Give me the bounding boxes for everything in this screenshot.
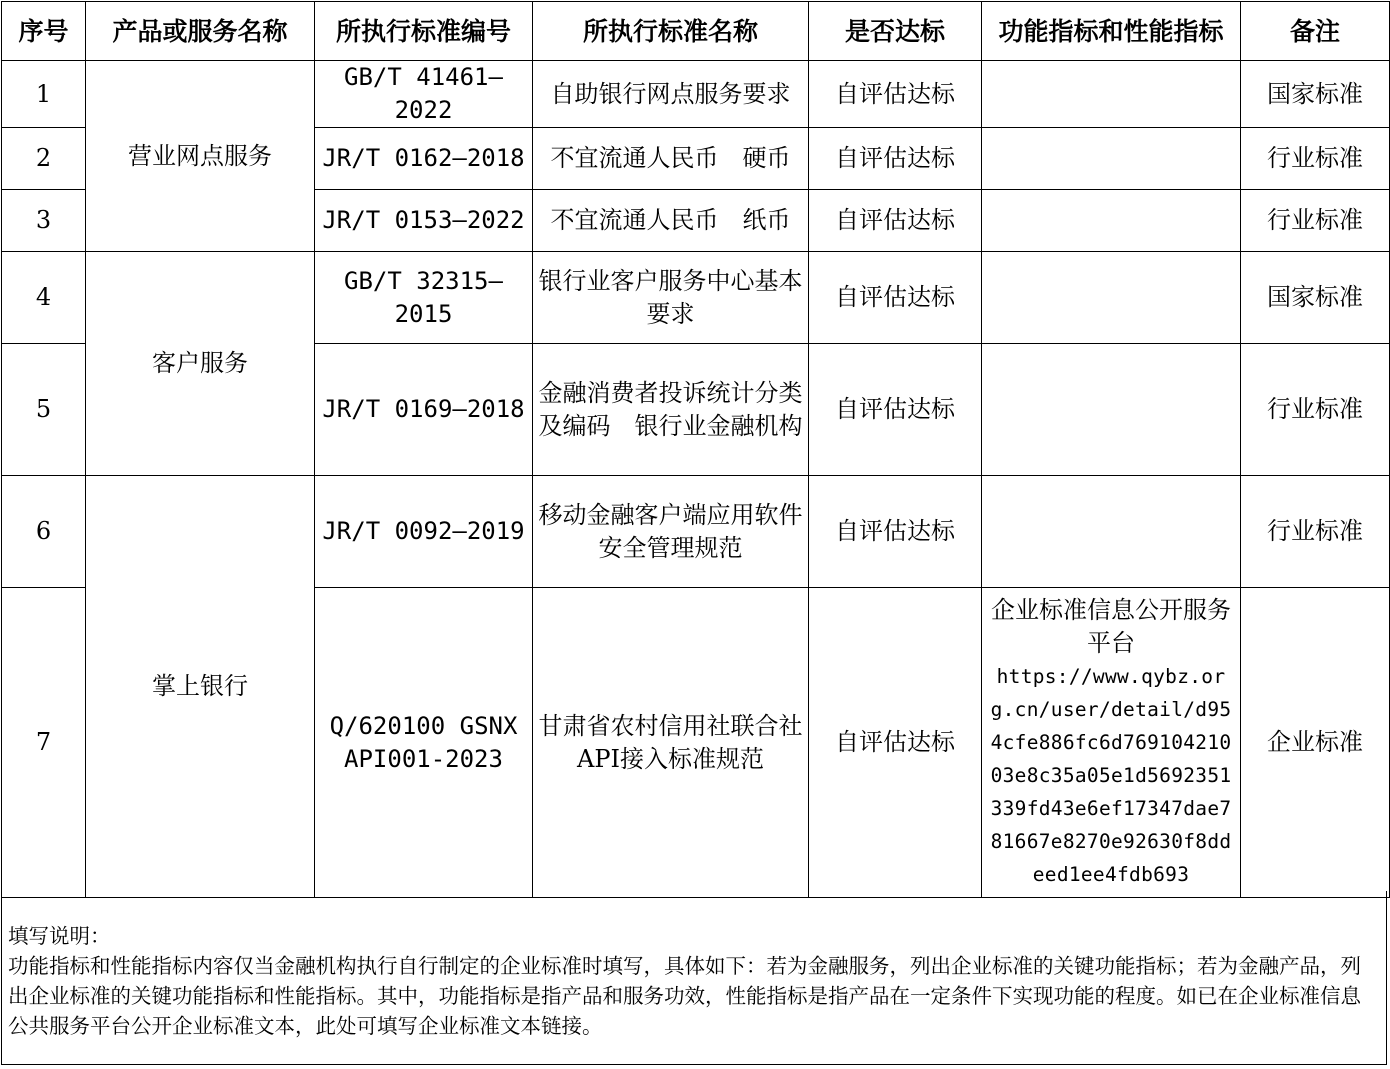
row-status: 自评估达标: [809, 128, 982, 190]
header-note: 备注: [1241, 2, 1390, 61]
header-no: 序号: [2, 2, 86, 61]
row-status: 自评估达标: [809, 61, 982, 128]
row-name: 自助银行网点服务要求: [533, 61, 809, 128]
row-code: GB/T 41461—2022: [315, 61, 533, 128]
footnote-title: 填写说明：: [8, 924, 111, 948]
group-name: 掌上银行: [86, 476, 315, 898]
row-note: 行业标准: [1241, 190, 1390, 252]
row-note: 行业标准: [1241, 476, 1390, 588]
header-row: [2, 2, 1390, 61]
row-metric: [982, 190, 1241, 252]
row-no: 7: [2, 588, 86, 898]
group-name: 营业网点服务: [86, 61, 315, 252]
row-name: 移动金融客户端应用软件安全管理规范: [533, 476, 809, 588]
row-note: 国家标准: [1241, 61, 1390, 128]
row-no: 3: [2, 190, 86, 252]
row-status: 自评估达标: [809, 588, 982, 898]
row-no: 4: [2, 252, 86, 344]
row-status: 自评估达标: [809, 344, 982, 476]
row-metric: [982, 128, 1241, 190]
row-metric: [982, 344, 1241, 476]
row-metric: [982, 476, 1241, 588]
row-name: 金融消费者投诉统计分类及编码 银行业金融机构: [533, 344, 809, 476]
row-status: 自评估达标: [809, 252, 982, 344]
row-no: 6: [2, 476, 86, 588]
footnote: [1, 891, 1387, 1065]
header-status: 是否达标: [809, 2, 982, 61]
header-product: 产品或服务名称: [86, 2, 315, 61]
row-name: 不宜流通人民币 纸币: [533, 190, 809, 252]
header-metric: 功能指标和性能指标: [982, 2, 1241, 61]
row-metric: [982, 252, 1241, 344]
row-code: Q/620100 GSNX API001-2023: [315, 588, 533, 898]
row-name: 甘肃省农村信用社联合社API接入标准规范: [533, 588, 809, 898]
standards-table: [1, 1, 1390, 898]
row-code: GB/T 32315—2015: [315, 252, 533, 344]
row-code: JR/T 0153—2022: [315, 190, 533, 252]
row-note: 企业标准: [1241, 588, 1390, 898]
row-name: 不宜流通人民币 硬币: [533, 128, 809, 190]
row-no: 5: [2, 344, 86, 476]
metric-url-link[interactable]: https://www.qybz.org.cn/user/detail/d954cfe886fc6d76910421003e8c35a05e1d5692351339fd43e6ef17347dae781667e8270e92630f8ddeed1ee4fdb693: [990, 665, 1232, 886]
footnote-body: 功能指标和性能指标内容仅当金融机构执行自行制定的企业标准时填写，具体如下：若为金融服务，列出企业标准的关键功能指标；若为金融产品，列出企业标准的关键功能指标和性能指标。其中，功能指标是指产品和服务功效，性能指标是指产品在一定条件下实现功能的程度。如已在企业标准信息公共服务平台公开企业标准文本，此处可填写企业标准文本链接。: [8, 954, 1361, 1038]
row-status: 自评估达标: [809, 190, 982, 252]
header-name: 所执行标准名称: [533, 2, 809, 61]
table-row: [2, 252, 1390, 344]
header-code: 所执行标准编号: [315, 2, 533, 61]
row-name: 银行业客户服务中心基本要求: [533, 252, 809, 344]
table-row: [2, 476, 1390, 588]
row-no: 1: [2, 61, 86, 128]
row-note: 行业标准: [1241, 344, 1390, 476]
row-code: JR/T 0092—2019: [315, 476, 533, 588]
row-metric: [982, 61, 1241, 128]
group-name: 客户服务: [86, 252, 315, 476]
row-code: JR/T 0162—2018: [315, 128, 533, 190]
row-code: JR/T 0169—2018: [315, 344, 533, 476]
table-row: [2, 61, 1390, 128]
row-note: 行业标准: [1241, 128, 1390, 190]
row-note: 国家标准: [1241, 252, 1390, 344]
row-no: 2: [2, 128, 86, 190]
row-metric: [982, 588, 1241, 898]
metric-platform-label: 企业标准信息公开服务平台: [991, 596, 1231, 657]
row-status: 自评估达标: [809, 476, 982, 588]
